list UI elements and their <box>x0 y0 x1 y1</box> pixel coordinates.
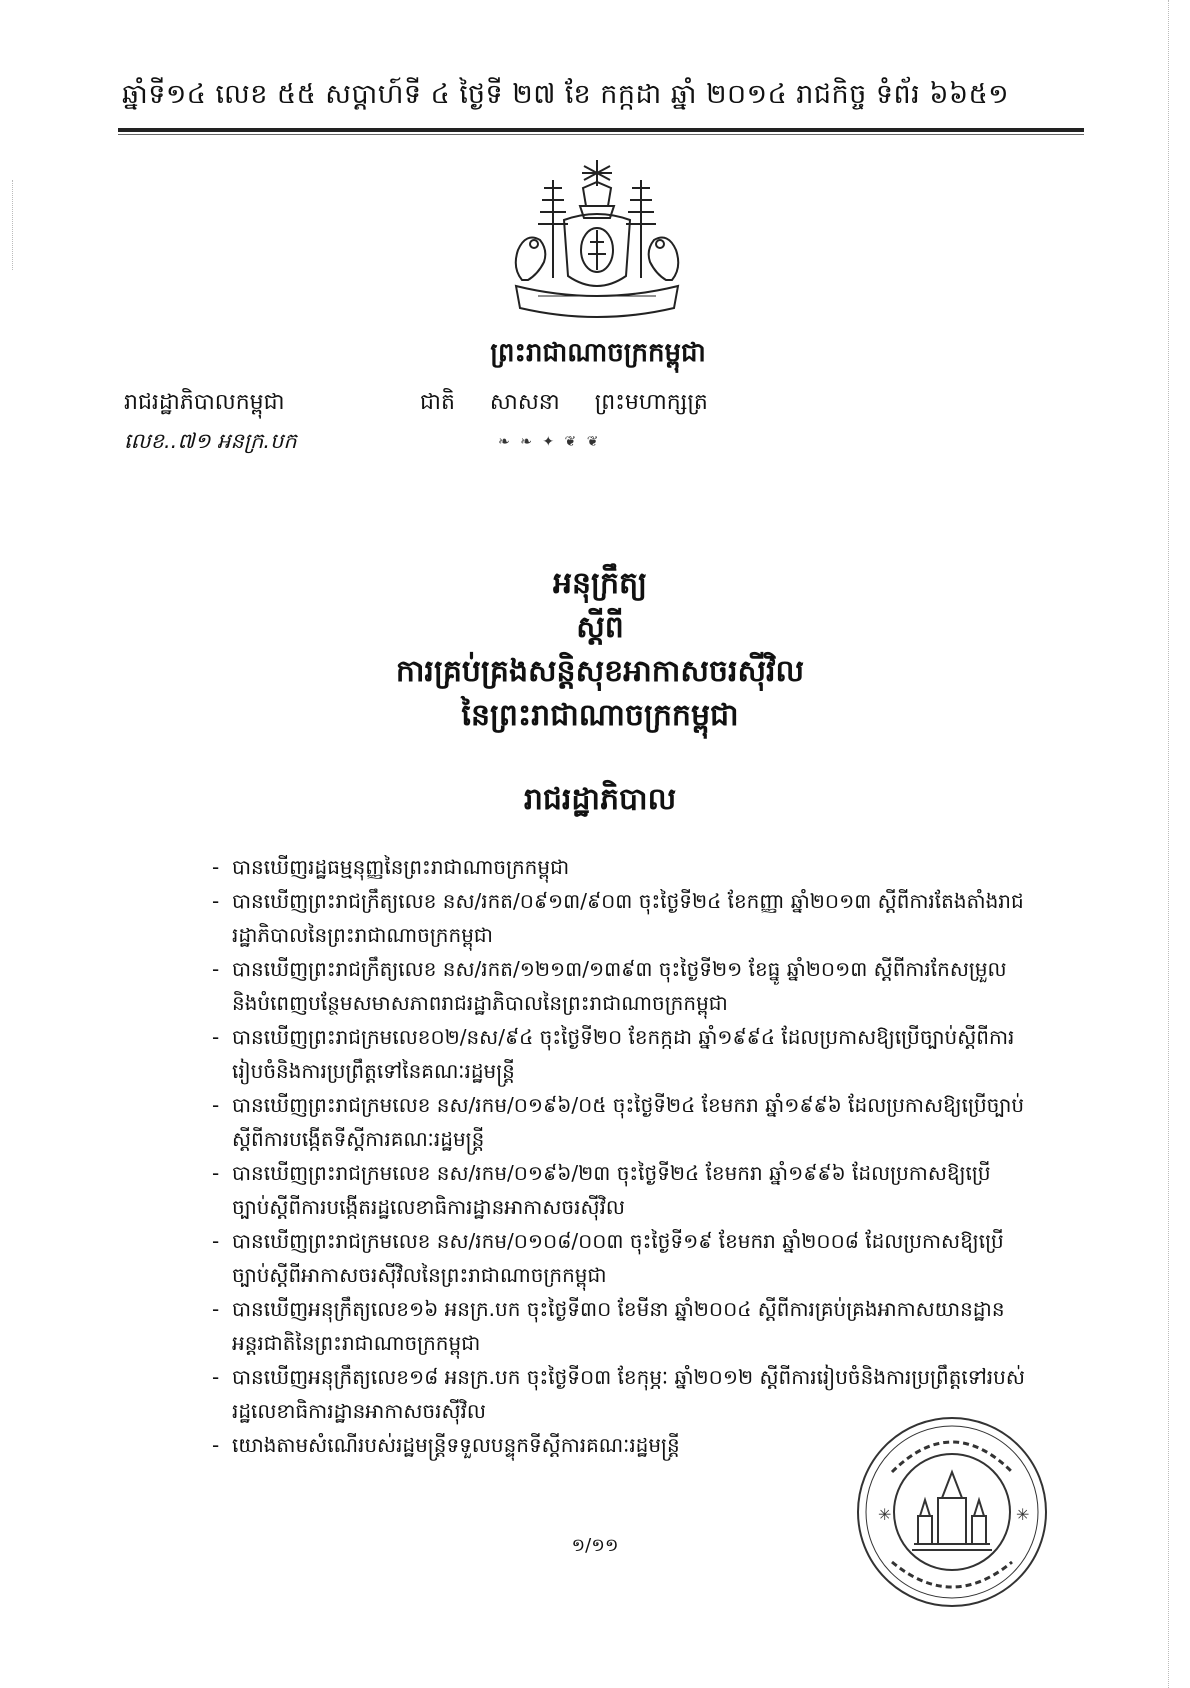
list-item: - បានឃើញព្រះរាជក្រឹត្យលេខ នស/រកត/០៩១៣/៩០៣ ចុះថ្ងៃទី២៤ ខែកញ្ញា ឆ្នាំ២០១៣ ស្តីពីការតែងតាំងរាជរដ្ឋាភិបាលនៃព្រះរាជាណាចក្រកម្ពុជា <box>212 884 1027 952</box>
header-rule-thin <box>118 134 1084 135</box>
kingdom-name: ព្រះរាជាណាចក្រកម្ពុជា <box>490 338 706 368</box>
title-line-subject: ការគ្រប់គ្រងសន្តិសុខអាកាសចរស៊ីវិល <box>395 654 805 689</box>
ornament-divider: ❧ ❧ ✦ ❦ ❦ <box>498 434 602 450</box>
list-item: - យោងតាមសំណើរបស់រដ្ឋមន្ត្រីទទួលបន្ទុកទីស្តីការគណៈរដ្ឋមន្ត្រី <box>212 1428 1027 1462</box>
svg-text:✳: ✳ <box>1016 1505 1030 1524</box>
header-rule <box>118 128 1084 132</box>
list-item: - បានឃើញអនុក្រឹត្យលេខ១៦ អនក្រ.បក ចុះថ្ងៃទី៣០ ខែមីនា ឆ្នាំ២០០៤ ស្តីពីការគ្រប់គ្រងអាកាសយានដ្ឋានអន្តរជាតិនៃព្រះរាជាណាចក្រកម្ពុជា <box>212 1292 1027 1360</box>
official-seal-stamp-icon <box>852 1412 1052 1612</box>
list-item: - បានឃើញព្រះរាជក្រមលេខ នស/រកម/០១៩៦/២៣ ចុះថ្ងៃទី២៤ ខែមករា ឆ្នាំ១៩៩៦ ដែលប្រកាសឱ្យប្រើច្បាប់ស្តីពីការបង្កើតរដ្ឋលេខាធិការដ្ឋានអាកាសចរស៊ីវិល <box>212 1156 1027 1224</box>
reference-number: លេខ..៧១ អនក្រ.បក <box>124 429 297 453</box>
national-motto: ជាតិ សាសនា ព្រះមហាក្សត្រ <box>420 390 708 415</box>
issuer-heading: រាជរដ្ឋាភិបាល <box>523 782 677 817</box>
title-line-on: ស្តីពី <box>576 610 624 645</box>
royal-emblem-icon <box>498 158 696 328</box>
title-line-kingdom: នៃព្រះរាជាណាចក្រកម្ពុជា <box>461 698 739 733</box>
list-item: - បានឃើញអនុក្រឹត្យលេខ១៨ អនក្រ.បក ចុះថ្ងៃទី០៣ ខែកុម្ភៈ ឆ្នាំ២០១២ ស្តីពីការរៀបចំនិងការប្រព្រឹត្តទៅរបស់រដ្ឋលេខាធិការដ្ឋានអាកាសចរស៊ីវិល <box>212 1360 1027 1428</box>
list-item: - បានឃើញព្រះរាជក្រឹត្យលេខ នស/រកត/១២១៣/១៣៩៣ ចុះថ្ងៃទី២១ ខែធ្នូ ឆ្នាំ២០១៣ ស្តីពីការកែសម្រួលនិងបំពេញបន្ថែមសមាសភាពរាជរដ្ឋាភិបាលនៃព្រះរាជាណាចក្រកម្ពុជា <box>212 952 1027 1020</box>
list-item: - បានឃើញព្រះរាជក្រមលេខ០២/នស/៩៤ ចុះថ្ងៃទី២០ ខែកក្កដា ឆ្នាំ១៩៩៤ ដែលប្រកាសឱ្យប្រើច្បាប់ស្តីពីការរៀបចំនិងការប្រព្រឹត្តទៅនៃគណៈរដ្ឋមន្ត្រី <box>212 1020 1027 1088</box>
ministry-name: រាជរដ្ឋាភិបាលកម្ពុជា <box>124 390 285 415</box>
title-line-sub-decree: អនុក្រឹត្យ <box>552 566 648 601</box>
scan-margin-mark-left <box>12 180 14 270</box>
scan-margin-mark-right <box>1168 0 1170 1688</box>
page-number: ១/១១ <box>571 1535 619 1556</box>
decree-title <box>240 562 960 738</box>
list-item: - បានឃើញព្រះរាជក្រមលេខ នស/រកម/០១៩៦/០៥ ចុះថ្ងៃទី២៤ ខែមករា ឆ្នាំ១៩៩៦ ដែលប្រកាសឱ្យប្រើច្បាប់ស្តីពីការបង្កើតទីស្តីការគណៈរដ្ឋមន្ត្រី <box>212 1088 1027 1156</box>
considerations-list <box>212 850 1027 1462</box>
gazette-header: ឆ្នាំទី១៤ លេខ ៥៥ សប្តាហ៍ទី ៤ ថ្ងៃទី ២៧ ខែ កក្កដា ឆ្នាំ ២០១៤ រាជកិច្ច ទំព័រ ៦៦៥១ <box>122 79 1010 110</box>
list-item: - បានឃើញរដ្ឋធម្មនុញ្ញនៃព្រះរាជាណាចក្រកម្ពុជា <box>212 850 1027 884</box>
svg-text:✳: ✳ <box>878 1505 892 1524</box>
list-item: - បានឃើញព្រះរាជក្រមលេខ នស/រកម/០១០៨/០០៣ ចុះថ្ងៃទី១៩ ខែមករា ឆ្នាំ២០០៨ ដែលប្រកាសឱ្យប្រើច្បាប់ស្តីពីអាកាសចរស៊ីវិលនៃព្រះរាជាណាចក្រកម្ពុជា <box>212 1224 1027 1292</box>
